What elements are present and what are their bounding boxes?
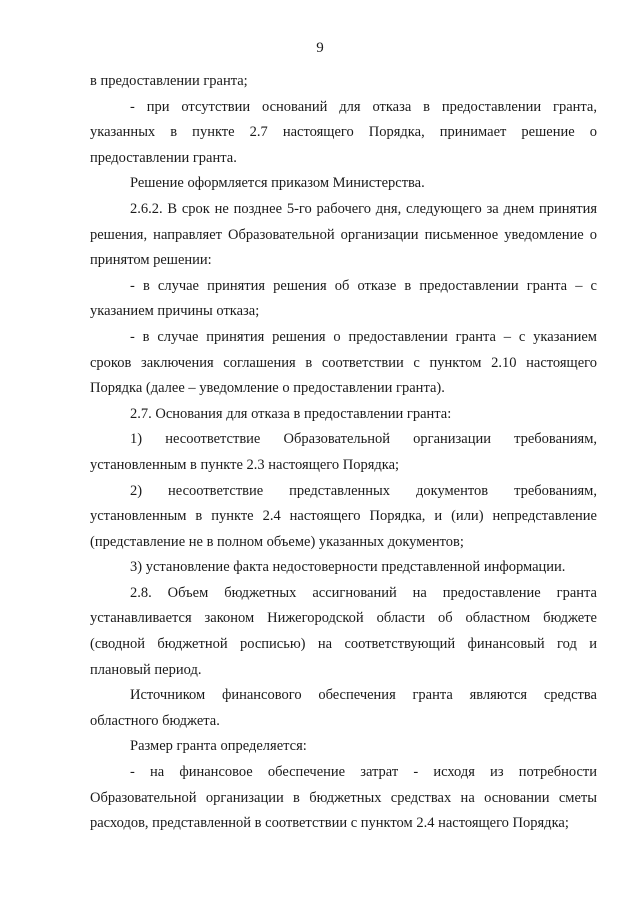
page-number: 9 (316, 40, 324, 56)
paragraph: 3) установление факта недостоверности представленной информации. (130, 559, 566, 576)
paragraph: Источником финансового обеспечения гранта являются средства областного бюджета. (90, 687, 597, 729)
paragraph: - на финансовое обеспечение затрат - исходя из потребности Образовательной организации в бюджетных средствах на основании сметы расходов, представленной в соответствии с пунктом 2.4 настоящего Порядка; (90, 764, 597, 832)
paragraph: Решение оформляется приказом Министерства. (130, 175, 425, 192)
document-body (90, 69, 597, 837)
paragraph: - в случае принятия решения об отказе в предоставлении гранта – с указанием причины отказа; (90, 277, 597, 320)
paragraph: 1) несоответствие Образовательной организации требованиям, установленным в пункте 2.3 настоящего Порядка; (90, 431, 597, 473)
paragraph: Размер гранта определяется: (130, 738, 307, 755)
paragraph: 2.8. Объем бюджетных ассигнований на предоставление гранта устанавливается законом Нижегородской области об областном бюджете (сводной бюджетной росписью) на соответствующий финансовый год и плановый период. (90, 584, 597, 678)
paragraph: - при отсутствии оснований для отказа в предоставлении гранта, указанных в пункте 2.7 настоящего Порядка, принимает решение о предоставлении гранта. (90, 98, 597, 166)
paragraph: 2.7. Основания для отказа в предоставлении гранта: (130, 405, 452, 422)
paragraph: 2.6.2. В срок не позднее 5-го рабочего дня, следующего за днем принятия решения, направляет Образовательной организации письменное уведомление о принятом решении: (90, 200, 597, 269)
paragraph: в предоставлении гранта; (90, 73, 248, 89)
paragraph: 2) несоответствие представленных документов требованиям, установленным в пункте 2.4 настоящего Порядка, и (или) непредставление (представление не в полном объеме) указанных документов; (90, 482, 597, 550)
paragraph: - в случае принятия решения о предоставлении гранта – с указанием сроков заключения соглашения в соответствии с пунктом 2.10 настоящего Порядка (далее – уведомление о предоставлении гранта). (90, 328, 597, 397)
